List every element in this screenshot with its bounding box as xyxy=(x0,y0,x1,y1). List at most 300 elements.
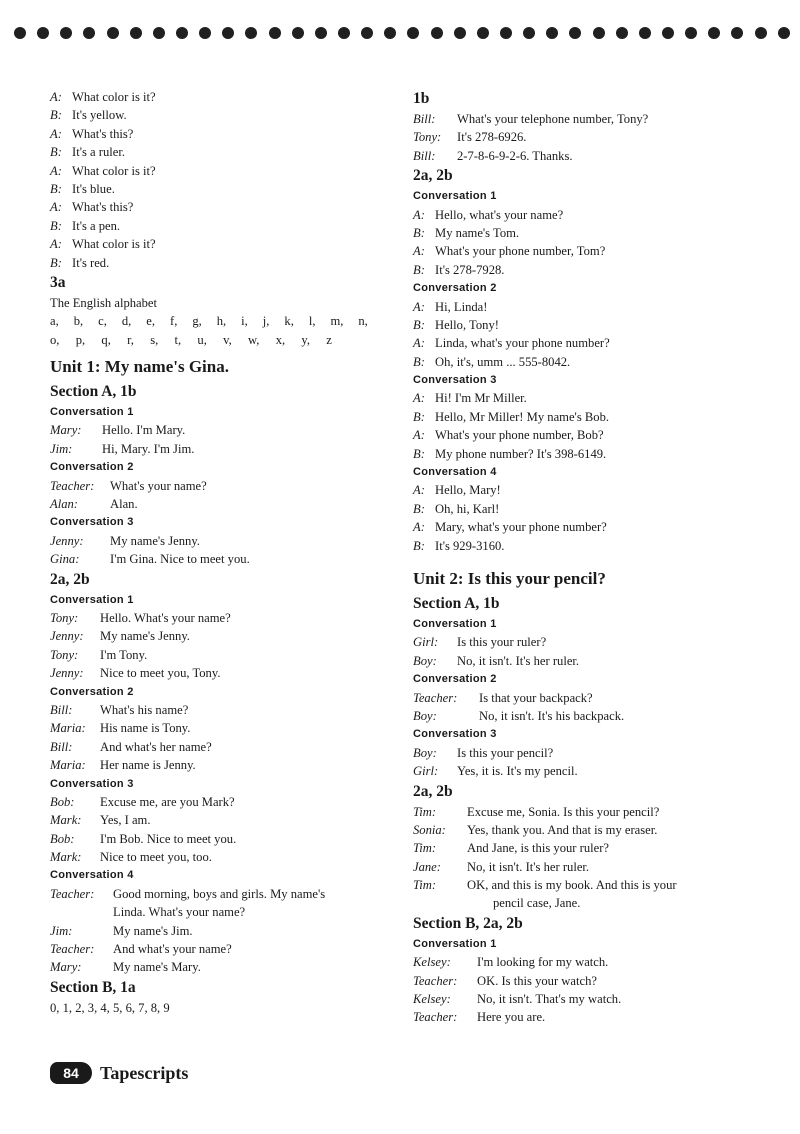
dialogue-line xyxy=(50,421,390,439)
dialogue-text: My name's Jenny. xyxy=(110,533,200,548)
dialogue-text: And what's her name? xyxy=(100,739,212,754)
binding-dot xyxy=(292,27,304,39)
speaker-label: A: xyxy=(50,237,62,252)
binding-dot xyxy=(454,27,466,39)
page-title: Tapescripts xyxy=(100,1062,189,1083)
dialogue-text: Hello, Mary! xyxy=(435,483,501,498)
speaker-label: B: xyxy=(50,145,62,160)
speaker-label: Bill: xyxy=(413,112,436,126)
speaker-label: Maria: xyxy=(50,758,86,773)
speaker-label: Tony: xyxy=(50,647,79,662)
alphabet-letter: j, xyxy=(262,314,270,329)
dialogue-text: Excuse me, are you Mark? xyxy=(100,794,235,809)
speaker-label: A: xyxy=(50,90,62,104)
speaker-label: Jenny: xyxy=(50,666,84,681)
binding-dot xyxy=(60,27,72,39)
dialogue-line xyxy=(413,224,773,242)
dialogue-text: And what's your name? xyxy=(113,942,232,957)
dialogue-text: 2-7-8-6-9-2-6. Thanks. xyxy=(457,148,573,163)
speaker-label: B: xyxy=(413,225,425,240)
binding-dot xyxy=(269,27,281,39)
dialogue-text: Hi, Linda! xyxy=(435,299,488,314)
dialogue-text: Good morning, boys and girls. My name's xyxy=(113,886,326,901)
conversation-2-label: Conversation 2 xyxy=(413,673,497,686)
dialogue-text: It's yellow. xyxy=(72,108,127,123)
alphabet-letter: z xyxy=(326,332,332,347)
dialogue-line xyxy=(50,958,390,976)
conversation-2-label: Conversation 2 xyxy=(50,685,134,698)
speaker-label: Jane: xyxy=(413,859,441,874)
speaker-label: Tim: xyxy=(413,804,437,819)
speaker-label: Jenny: xyxy=(50,629,84,644)
speaker-label: Mary: xyxy=(50,960,82,975)
section-a-1b-heading: Section A, 1b xyxy=(413,594,500,612)
dialogue-text: Yes, it is. It's my pencil. xyxy=(457,764,578,779)
binding-dot xyxy=(685,27,697,39)
dialogue-text: No, it isn't. It's his backpack. xyxy=(479,708,625,723)
dialogue-line xyxy=(413,858,773,876)
dialogue-line xyxy=(413,876,773,894)
speaker-label: Bill: xyxy=(50,702,73,717)
dialogue-line xyxy=(413,652,773,670)
dialogue-line xyxy=(413,518,773,536)
binding-dot xyxy=(616,27,628,39)
binding-dot xyxy=(338,27,350,39)
dialogue-line xyxy=(413,762,773,780)
dialogue-line xyxy=(50,811,390,829)
speaker-label: Kelsey: xyxy=(413,955,451,970)
speaker-label: Gina: xyxy=(50,552,80,567)
speaker-label: Jim: xyxy=(50,441,73,456)
dialogue-text: My name's Jenny. xyxy=(100,629,190,644)
dialogue-text: My name's Mary. xyxy=(113,960,201,975)
section-a-1b-heading: Section A, 1b xyxy=(50,383,137,401)
dialogue-line xyxy=(413,633,773,651)
binding-dot xyxy=(477,27,489,39)
speaker-label: Tim: xyxy=(413,878,437,893)
conversation-3-dialogue xyxy=(413,744,773,781)
dialogue-text: It's 929-3160. xyxy=(435,538,505,553)
dialogue-line xyxy=(413,500,773,518)
alphabet-row-1 xyxy=(50,312,368,330)
alphabet-letter: s, xyxy=(150,332,159,347)
alphabet-letter: c, xyxy=(98,314,107,329)
binding-dot xyxy=(431,27,443,39)
telephone-dialogue xyxy=(413,110,773,165)
dialogue-text: I'm Bob. Nice to meet you. xyxy=(100,831,237,846)
dialogue-line xyxy=(50,646,390,664)
alphabet-letter: f, xyxy=(170,314,178,329)
heading-1b: 1b xyxy=(413,90,430,107)
binding-dot xyxy=(153,27,165,39)
dialogue-line xyxy=(413,206,773,224)
dialogue-line xyxy=(413,334,773,352)
dialogue-text: Hello, Tony! xyxy=(435,317,499,332)
alphabet-letter: i, xyxy=(241,314,248,329)
dialogue-text: What's your name? xyxy=(110,478,207,493)
dialogue-line xyxy=(50,940,390,958)
dialogue-line xyxy=(413,1008,773,1026)
dialogue-text: It's blue. xyxy=(72,181,115,196)
speaker-label: Teacher: xyxy=(50,942,95,957)
dialogue-text: No, it isn't. It's her ruler. xyxy=(457,653,580,668)
dialogue-line xyxy=(50,477,390,495)
alphabet-letter: x, xyxy=(275,332,286,347)
dialogue-text: My name's Tom. xyxy=(435,225,520,240)
dialogue-line xyxy=(50,143,390,161)
dialogue-text: Excuse me, Sonia. Is this your pencil? xyxy=(467,804,660,819)
dialogue-line xyxy=(50,609,390,627)
binding-dot xyxy=(731,27,743,39)
dialogue-text: I'm Gina. Nice to meet you. xyxy=(110,552,250,567)
dialogue-text: What color is it? xyxy=(72,90,156,104)
alphabet-letter: h, xyxy=(216,314,227,329)
dialogue-text: Hello. What's your name? xyxy=(100,610,231,625)
dialogue-text: Hello, what's your name? xyxy=(435,207,564,222)
speaker-label: Boy: xyxy=(413,653,437,668)
dialogue-line xyxy=(413,353,773,371)
pencil-dialogue xyxy=(413,803,773,895)
speaker-label: Sonia: xyxy=(413,822,446,837)
dialogue-line xyxy=(413,426,773,444)
alphabet-letter: o, xyxy=(50,332,60,347)
dialogue-line xyxy=(413,298,773,316)
dialogue-line xyxy=(50,701,390,719)
dialogue-line xyxy=(50,550,390,568)
conversation-4-label: Conversation 4 xyxy=(413,466,497,479)
conversation-2-label: Conversation 2 xyxy=(413,282,497,295)
dialogue-text: pencil case, Jane. xyxy=(493,896,581,911)
dialogue-text: My name's Jim. xyxy=(113,923,193,938)
speaker-label: Tony: xyxy=(413,130,442,145)
speaker-label: Tony: xyxy=(50,610,79,625)
intro-dialogue xyxy=(50,88,390,272)
speaker-label: Maria: xyxy=(50,721,86,736)
heading-3a: 3a xyxy=(50,273,66,291)
speaker-label: B: xyxy=(413,538,425,553)
binding-dot xyxy=(639,27,651,39)
binding-dot xyxy=(778,27,790,39)
dialogue-line xyxy=(50,198,390,216)
speaker-label: Bob: xyxy=(50,831,75,846)
speaker-label: Boy: xyxy=(413,708,437,723)
dialogue-line-continuation xyxy=(50,903,390,921)
binding-dot xyxy=(176,27,188,39)
conversation-1-dialogue xyxy=(413,633,773,670)
conversation-2-dialogue xyxy=(50,477,390,514)
alphabet-letter: e, xyxy=(146,314,156,329)
speaker-label: Girl: xyxy=(413,764,439,779)
alphabet-letter: m, xyxy=(330,314,344,329)
dialogue-text: Oh, it's, umm ... 555-8042. xyxy=(435,354,571,369)
speaker-label: Bill: xyxy=(413,148,436,163)
dialogue-line xyxy=(413,744,773,762)
dialogue-line xyxy=(50,106,390,124)
conversation-3-label: Conversation 3 xyxy=(413,728,497,741)
dialogue-text: What's this? xyxy=(72,200,134,215)
dialogue-text: What's your phone number, Tom? xyxy=(435,244,606,259)
alphabet-letter: t, xyxy=(174,332,182,347)
numbers-line: 0, 1, 2, 3, 4, 5, 6, 7, 8, 9 xyxy=(50,1000,170,1015)
dialogue-line xyxy=(50,756,390,774)
alphabet-letter: l, xyxy=(308,314,316,329)
conversation-4-label: Conversation 4 xyxy=(50,869,134,882)
dialogue-line xyxy=(413,147,773,165)
conversation-2-label: Conversation 2 xyxy=(50,461,134,474)
conversation-1-dialogue xyxy=(50,609,390,683)
dialogue-line xyxy=(413,839,773,857)
alphabet-row-2 xyxy=(50,331,332,349)
speaker-label: B: xyxy=(413,409,425,424)
speaker-label: Mark: xyxy=(50,813,82,828)
unit-1-title: Unit 1: My name's Gina. xyxy=(50,357,229,377)
dialogue-line xyxy=(413,445,773,463)
speaker-label: B: xyxy=(50,108,62,123)
heading-2a-2b: 2a, 2b xyxy=(413,782,453,800)
speaker-label: Girl: xyxy=(413,635,439,650)
dialogue-line xyxy=(50,495,390,513)
dialogue-line xyxy=(50,793,390,811)
dialogue-text: Is that your backpack? xyxy=(479,690,593,705)
speaker-label: Mary: xyxy=(50,423,82,438)
dialogue-line xyxy=(50,532,390,550)
page-footer xyxy=(50,1062,188,1084)
dialogue-line xyxy=(50,125,390,143)
spiral-binding-dots xyxy=(14,26,790,40)
conversation-3-dialogue xyxy=(50,793,390,867)
dialogue-text: OK. Is this your watch? xyxy=(477,973,597,988)
speaker-label: Mark: xyxy=(50,850,82,865)
alphabet-letter: w, xyxy=(248,332,260,347)
dialogue-text: Yes, thank you. And that is my eraser. xyxy=(467,822,658,837)
dialogue-text: OK, and this is my book. And this is your xyxy=(467,878,677,893)
dialogue-text: It's a pen. xyxy=(72,218,121,233)
dialogue-text: Is this your ruler? xyxy=(457,635,547,650)
binding-dot xyxy=(130,27,142,39)
binding-dot xyxy=(37,27,49,39)
conversation-1-dialogue xyxy=(413,206,773,280)
binding-dot xyxy=(83,27,95,39)
dialogue-text: His name is Tony. xyxy=(100,721,191,736)
dialogue-text: Nice to meet you, Tony. xyxy=(100,666,221,681)
dialogue-line xyxy=(50,885,390,903)
binding-dot xyxy=(222,27,234,39)
speaker-label: A: xyxy=(413,244,425,259)
dialogue-line xyxy=(413,408,773,426)
speaker-label: A: xyxy=(413,299,425,314)
speaker-label: Teacher: xyxy=(50,886,95,901)
binding-dot xyxy=(384,27,396,39)
dialogue-text: What color is it? xyxy=(72,237,156,252)
dialogue-text: Yes, I am. xyxy=(100,813,151,828)
conversation-3-dialogue xyxy=(413,389,773,463)
dialogue-line xyxy=(50,627,390,645)
conversation-2-dialogue xyxy=(413,298,773,372)
dialogue-line xyxy=(413,261,773,279)
dialogue-line xyxy=(413,953,773,971)
alphabet-title: The English alphabet xyxy=(50,295,158,310)
dialogue-text: My phone number? It's 398-6149. xyxy=(435,446,607,461)
binding-dot xyxy=(755,27,767,39)
dialogue-text: Hello. I'm Mary. xyxy=(102,423,186,438)
dialogue-line xyxy=(413,707,773,725)
section-b-2a-2b-heading: Section B, 2a, 2b xyxy=(413,914,523,932)
dialogue-line xyxy=(413,537,773,555)
speaker-label: Jenny: xyxy=(50,533,84,548)
speaker-label: Teacher: xyxy=(413,690,458,705)
alphabet-letter: q, xyxy=(101,332,111,347)
dialogue-text: Oh, hi, Karl! xyxy=(435,501,500,516)
conversation-1-label: Conversation 1 xyxy=(50,593,134,606)
dialogue-line xyxy=(50,235,390,253)
speaker-label: Jim: xyxy=(50,923,73,938)
dialogue-text: What's his name? xyxy=(100,702,189,717)
conversation-1-label: Conversation 1 xyxy=(413,937,497,950)
speaker-label: Tim: xyxy=(413,841,437,856)
dialogue-text: And Jane, is this your ruler? xyxy=(467,841,609,856)
binding-dot xyxy=(569,27,581,39)
speaker-label: Bill: xyxy=(50,739,73,754)
dialogue-line xyxy=(50,719,390,737)
binding-dot xyxy=(315,27,327,39)
alphabet-letter: n, xyxy=(358,314,368,329)
speaker-label: A: xyxy=(50,200,62,215)
speaker-label: Teacher: xyxy=(413,1010,458,1025)
dialogue-line xyxy=(50,180,390,198)
alphabet-letter: g, xyxy=(192,314,202,329)
dialogue-text: Is this your pencil? xyxy=(457,745,554,760)
dialogue-line xyxy=(413,972,773,990)
dialogue-text: It's 278-6926. xyxy=(457,130,527,145)
alphabet-letter: r, xyxy=(127,332,134,347)
binding-dot xyxy=(546,27,558,39)
speaker-label: B: xyxy=(413,446,425,461)
speaker-label: Alan: xyxy=(50,497,78,512)
conversation-1-dialogue xyxy=(50,421,390,458)
dialogue-line xyxy=(50,830,390,848)
dialogue-line xyxy=(413,990,773,1008)
conversation-1-label: Conversation 1 xyxy=(413,190,497,203)
binding-dot xyxy=(361,27,373,39)
page-number-badge: 84 xyxy=(50,1062,92,1084)
conversation-3-label: Conversation 3 xyxy=(413,374,497,387)
conversation-3-dialogue xyxy=(50,532,390,569)
binding-dot xyxy=(14,27,26,39)
dialogue-line xyxy=(413,242,773,260)
dialogue-text: Nice to meet you, too. xyxy=(100,850,212,865)
alphabet-letter: d, xyxy=(121,314,132,329)
right-column xyxy=(413,88,773,1027)
speaker-label: B: xyxy=(413,262,425,277)
dialogue-text: Here you are. xyxy=(477,1010,546,1025)
heading-2a-2b: 2a, 2b xyxy=(413,167,453,185)
binding-dot xyxy=(662,27,674,39)
conversation-3-label: Conversation 3 xyxy=(50,516,134,529)
binding-dot xyxy=(407,27,419,39)
alphabet-letter: k, xyxy=(284,314,294,329)
conversation-4-dialogue xyxy=(413,481,773,555)
alphabet-letter: a, xyxy=(50,314,59,329)
conversation-2-dialogue xyxy=(413,689,773,726)
alphabet-letter: b, xyxy=(73,314,84,329)
speaker-label: A: xyxy=(413,207,425,222)
dialogue-line xyxy=(50,848,390,866)
dialogue-line xyxy=(50,440,390,458)
dialogue-text: What color is it? xyxy=(72,163,156,178)
dialogue-line xyxy=(413,689,773,707)
speaker-label: B: xyxy=(413,501,425,516)
speaker-label: B: xyxy=(413,317,425,332)
speaker-label: Teacher: xyxy=(413,973,458,988)
dialogue-text: Her name is Jenny. xyxy=(100,758,196,773)
dialogue-line xyxy=(50,88,390,106)
left-column xyxy=(50,88,390,1017)
conversation-4-dialogue xyxy=(50,922,390,977)
heading-2a-2b: 2a, 2b xyxy=(50,570,90,588)
speaker-label: Bob: xyxy=(50,794,75,809)
speaker-label: A: xyxy=(50,163,62,178)
dialogue-text: What's your telephone number, Tony? xyxy=(457,112,649,126)
speaker-label: B: xyxy=(413,354,425,369)
dialogue-text: What's this? xyxy=(72,126,134,141)
dialogue-text: Linda, what's your phone number? xyxy=(435,336,610,351)
dialogue-text: No, it isn't. That's my watch. xyxy=(477,992,622,1007)
dialogue-text: Hi, Mary. I'm Jim. xyxy=(102,441,195,456)
conversation-1-label: Conversation 1 xyxy=(413,617,497,630)
binding-dot xyxy=(523,27,535,39)
speaker-label: A: xyxy=(413,336,425,351)
dialogue-line xyxy=(413,389,773,407)
conversation-3-label: Conversation 3 xyxy=(50,777,134,790)
binding-dot xyxy=(199,27,211,39)
dialogue-text: It's a ruler. xyxy=(72,145,125,160)
section-b-1a-heading: Section B, 1a xyxy=(50,978,136,996)
watch-dialogue xyxy=(413,953,773,1027)
unit-2-title: Unit 2: Is this your pencil? xyxy=(413,568,606,588)
dialogue-line xyxy=(50,738,390,756)
dialogue-text: Linda. What's your name? xyxy=(113,905,246,920)
dialogue-text: Mary, what's your phone number? xyxy=(435,520,607,535)
dialogue-line xyxy=(413,481,773,499)
dialogue-text: No, it isn't. It's her ruler. xyxy=(467,859,590,874)
dialogue-text: Hi! I'm Mr Miller. xyxy=(435,391,527,406)
binding-dot xyxy=(107,27,119,39)
speaker-label: Teacher: xyxy=(50,478,95,493)
dialogue-line xyxy=(413,128,773,146)
speaker-label: A: xyxy=(50,126,62,141)
dialogue-line xyxy=(50,162,390,180)
speaker-label: B: xyxy=(50,181,62,196)
conversation-2-dialogue xyxy=(50,701,390,775)
binding-dot xyxy=(500,27,512,39)
binding-dot xyxy=(593,27,605,39)
dialogue-line-continuation xyxy=(413,894,773,912)
dialogue-line xyxy=(413,316,773,334)
dialogue-text: I'm looking for my watch. xyxy=(477,955,609,970)
binding-dot xyxy=(245,27,257,39)
dialogue-text: What's your phone number, Bob? xyxy=(435,428,604,443)
speaker-label: A: xyxy=(413,483,425,498)
binding-dot xyxy=(708,27,720,39)
speaker-label: A: xyxy=(413,391,425,406)
speaker-label: A: xyxy=(413,520,425,535)
alphabet-letter: v, xyxy=(223,332,232,347)
dialogue-text: I'm Tony. xyxy=(100,647,148,662)
alphabet-letter: y, xyxy=(301,332,311,347)
dialogue-line xyxy=(413,110,773,128)
speaker-label: Kelsey: xyxy=(413,992,451,1007)
speaker-label: B: xyxy=(50,218,62,233)
